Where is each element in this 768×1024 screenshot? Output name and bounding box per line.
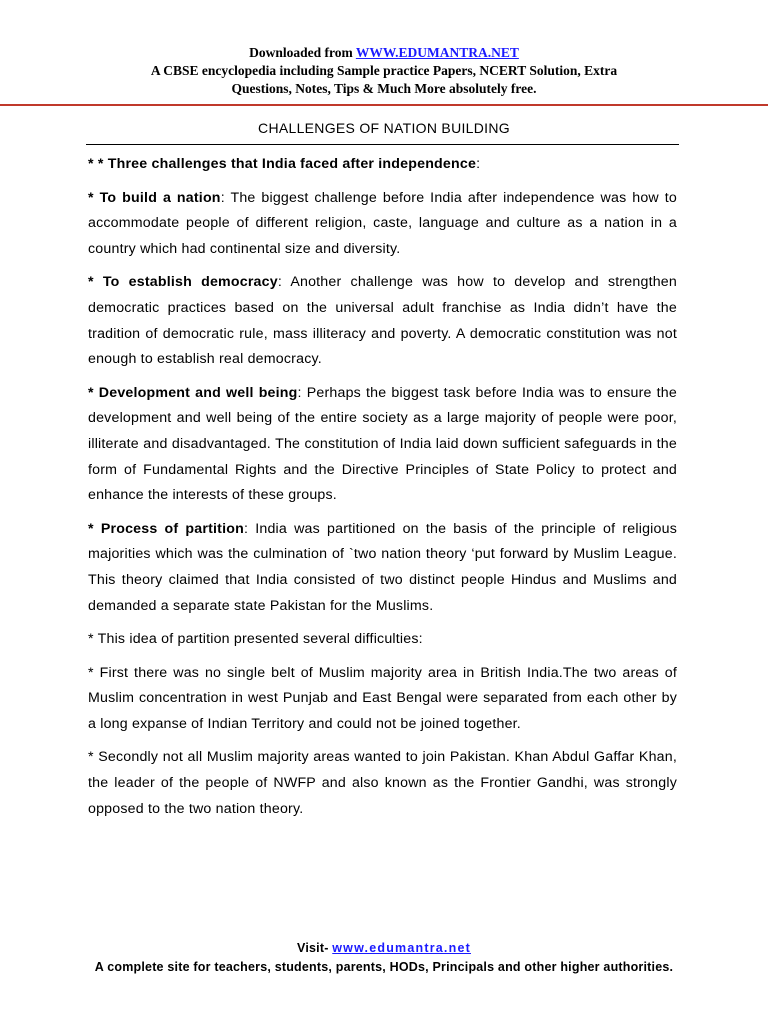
paragraph — [88, 517, 677, 619]
paragraph — [88, 152, 677, 178]
paragraph — [88, 627, 677, 653]
download-line — [0, 44, 768, 62]
paragraph-text: : The biggest challenge before India after independence was how to accommodate people of different religion, caste, language and culture as a nation in a country which had continental size and diversity. — [88, 189, 678, 257]
visit-prefix: Visit- — [297, 941, 333, 955]
paragraph-text: : Another challenge was how to develop and strengthen democratic practices based on the universal adult franchise as India didn’t have the tradition of democratic rule, mass illiteracy and poverty. A democratic constitution was not enough to establish real democracy. — [88, 274, 677, 368]
paragraph — [88, 186, 677, 263]
document-title: CHALLENGES OF NATION BUILDING — [258, 120, 510, 136]
paragraph-heading: * Process of partition — [88, 520, 244, 537]
title-underline — [86, 144, 679, 145]
paragraph — [88, 381, 677, 509]
page-footer — [0, 939, 768, 977]
paragraph-text: * This idea of partition presented several difficulties: — [88, 631, 423, 648]
page-header — [0, 44, 768, 98]
footer-site-link[interactable]: www.edumantra.net — [332, 941, 471, 955]
paragraph-heading: * * Three challenges that India faced after independence — [88, 156, 477, 172]
visit-line — [0, 939, 768, 958]
paragraph — [88, 270, 677, 372]
paragraph — [88, 661, 677, 738]
paragraph-heading: * To build a nation — [88, 189, 221, 206]
paragraph-heading: * Development and well being — [88, 384, 298, 401]
header-description-line-2: Questions, Notes, Tips & Much More absolutely free. — [231, 81, 537, 96]
paragraph-text: : — [476, 156, 481, 172]
footer-tagline: A complete site for teachers, students, parents, HODs, Principals and other higher authorities. — [94, 960, 674, 974]
paragraph-heading: * To establish democracy — [88, 274, 278, 291]
header-description-line-1: A CBSE encyclopedia including Sample practice Papers, NCERT Solution, Extra — [150, 63, 618, 78]
download-prefix: Downloaded from — [249, 45, 356, 60]
document-body — [88, 152, 677, 830]
paragraph-text: * Secondly not all Muslim majority areas wanted to join Pakistan. Khan Abdul Gaffar Khan, the leader of the people of NWFP and also known as the Frontier Gandhi, was strongly opposed to the two nation theory. — [88, 749, 677, 817]
paragraph — [88, 745, 677, 822]
paragraph-text: * First there was no single belt of Muslim majority area in British India.The two areas of Muslim concentration in west Punjab and East Bengal were separated from each other by a long expanse of Indian Territory and could not be joined together. — [88, 664, 677, 732]
paragraph-text: : India was partitioned on the basis of the principle of religious majorities which was the culmination of `two nation theory ‘put forward by Muslim League. This theory claimed that India consisted of two distinct people Hindus and Muslims and demanded a separate state Pakistan for the Muslims. — [88, 520, 677, 614]
paragraph-text: : Perhaps the biggest task before India was to ensure the development and well being of the entire society as a large majority of people were poor, illiterate and disadvantaged. The constitution of India laid down sufficient safeguards in the form of Fundamental Rights and the Directive Principles of State Policy to protect and enhance the interests of these groups. — [88, 384, 677, 504]
site-link[interactable]: WWW.EDUMANTRA.NET — [355, 45, 519, 60]
header-divider — [0, 104, 768, 106]
